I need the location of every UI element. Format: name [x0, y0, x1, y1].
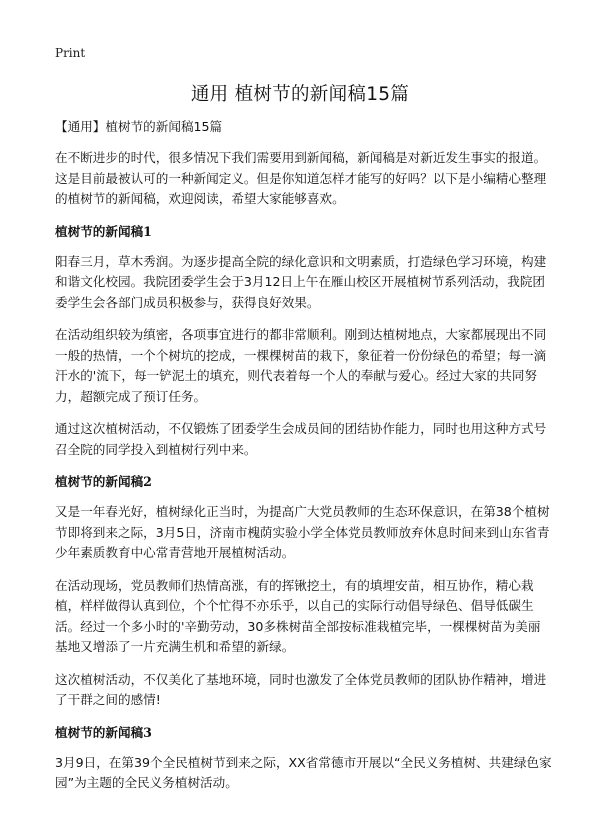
paragraph: 在活动现场，党员教师们热情高涨，有的挥锹挖土，有的填埋安苗，相互协作，精心栽植，样样做得认真到位，个个忙得不亦乐乎，以自己的实际行动倡导绿色、倡导低碳生活。经过一个多小时的'辛勤劳动，30多株树苗全部按标准栽植完毕，一棵棵树苗为美丽基地又增添了一片充满生机和希望的新绿。: [55, 577, 541, 654]
section-heading-3: 植树节的新闻稿3: [55, 724, 152, 740]
section-heading-2: 植树节的新闻稿2: [55, 474, 152, 489]
article-body: [55, 117, 552, 806]
section-heading-1: 植树节的新闻稿1: [55, 223, 152, 239]
paragraph: 这次植树活动，不仅美化了基地环境，同时也激发了全体党员教师的团队协作精神，增进了干群之间的感情!: [55, 671, 547, 707]
page-title: 通用 植树节的新闻稿15篇: [190, 84, 410, 105]
article-subtitle: 【通用】植树节的新闻稿15篇: [55, 119, 223, 134]
intro-paragraph: 在不断进步的时代，很多情况下我们需要用到新闻稿，新闻稿是对新近发生事实的报道。这是目前最被认可的一种新闻定义。但是你知道怎样才能写的好吗？以下是小编精心整理的植树节的新闻稿，欢迎阅读，希望大家能够喜欢。: [55, 150, 547, 206]
paragraph: 在活动组织较为缜密，各项事宜进行的都非常顺利。刚到达植树地点，大家都展现出不同一般的热情，一个个树坑的挖成，一棵棵树苗的栽下，象征着一份份绿色的希望；每一滴汗水的'流下，每一铲泥土的填充，则代表着每一个人的奉献与爱心。经过大家的共同努力，超额完成了预订任务。: [55, 327, 547, 404]
paragraph: 通过这次植树活动，不仅锻炼了团委学生会成员间的团结协作能力，同时也用这种方式号召全院的同学投入到植树行列中来。: [55, 421, 547, 457]
paragraph: 阳春三月，草木秀润。为逐步提高全院的绿化意识和文明素质，打造绿色学习环境，构建和谐文化校园。我院团委学生会于3月12日上午在雁山校区开展植树节系列活动，我院团委学生会各部门成员积极参与，获得良好效果。: [55, 253, 547, 310]
paragraph: 又是一年春光好，植树绿化正当时，为提高广大党员教师的生态环保意识，在第38个植树节即将到来之际，3月5日，济南市槐荫实验小学全体党员教师放弃休息时间来到山东省青少年素质教育中心常青营地开展植树活动。: [55, 504, 550, 560]
paragraph: 3月9日，在第39个全民植树节到来之际，XX省常德市开展以“全民义务植树、共建绿色家园”为主题的全民义务植树活动。: [55, 754, 552, 790]
print-link[interactable]: Print: [55, 46, 86, 60]
